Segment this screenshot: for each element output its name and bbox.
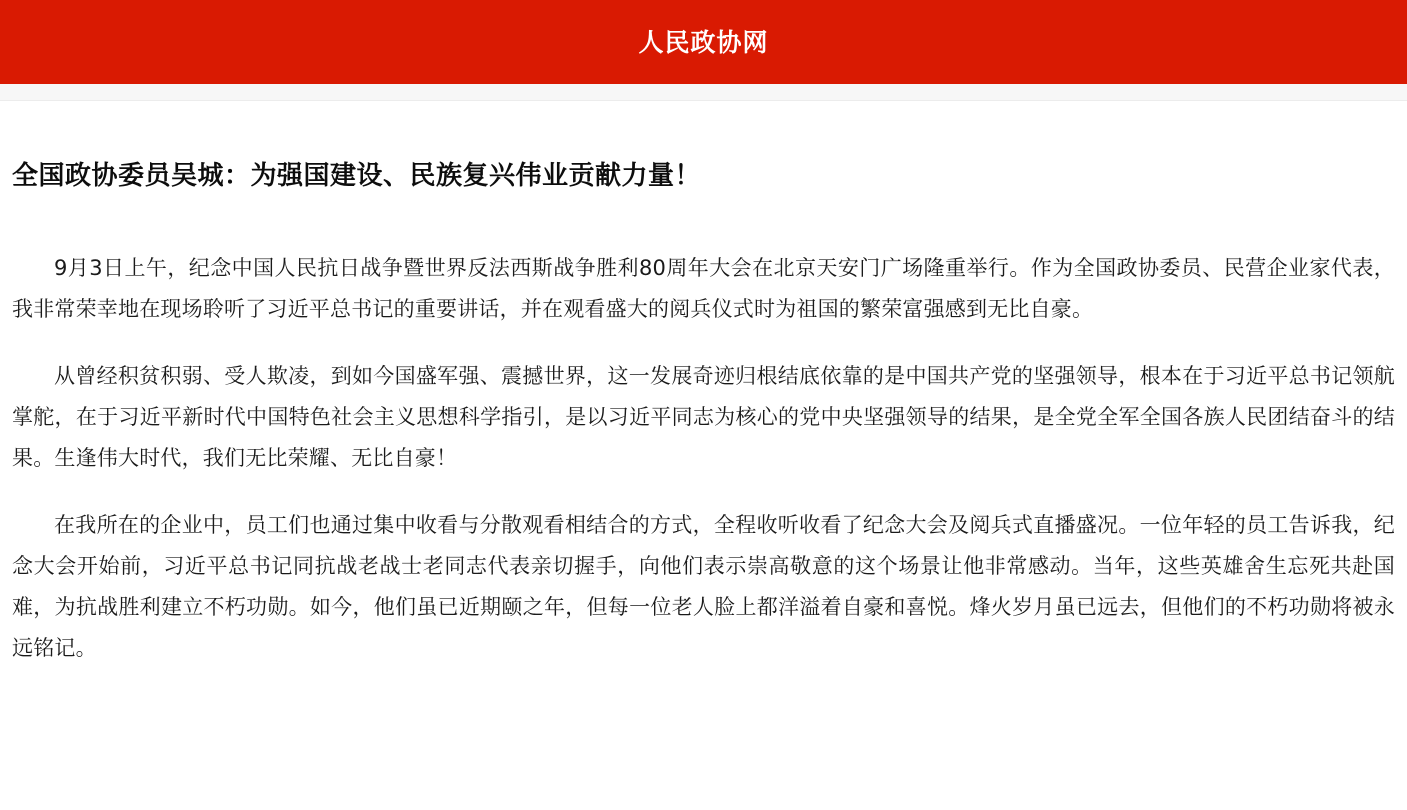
header-divider: [0, 84, 1407, 101]
article-paragraph: 在我所在的企业中，员工们也通过集中收看与分散观看相结合的方式，全程收听收看了纪念大会及阅兵式直播盛况。一位年轻的员工告诉我，纪念大会开始前，习近平总书记同抗战老战士老同志代表亲切握手，向他们表示崇高敬意的这个场景让他非常感动。当年，这些英雄舍生忘死共赴国难，为抗战胜利建立不朽功勋。如今，他们虽已近期颐之年，但每一位老人脸上都洋溢着自豪和喜悦。烽火岁月虽已远去，但他们的不朽功勋将被永远铭记。: [12, 513, 1395, 661]
article-paragraph: 从曾经积贫积弱、受人欺凌，到如今国盛军强、震撼世界，这一发展奇迹归根结底依靠的是中国共产党的坚强领导，根本在于习近平总书记领航掌舵，在于习近平新时代中国特色社会主义思想科学指引，是以习近平同志为核心的党中央坚强领导的结果，是全党全军全国各族人民团结奋斗的结果。生逢伟大时代，我们无比荣耀、无比自豪！: [12, 364, 1395, 471]
site-name: 人民政协网: [638, 27, 769, 57]
article-body: [12, 248, 1395, 669]
article-paragraph: 9月3日上午，纪念中国人民抗日战争暨世界反法西斯战争胜利80周年大会在北京天安门广场隆重举行。作为全国政协委员、民营企业家代表，我非常荣幸地在现场聆听了习近平总书记的重要讲话，并在观看盛大的阅兵仪式时为祖国的繁荣富强感到无比自豪。: [12, 256, 1395, 322]
page-title: 全国政协委员吴城：为强国建设、民族复兴伟业贡献力量！: [12, 161, 702, 191]
site-header: [0, 0, 1407, 84]
article-container: [0, 101, 1407, 669]
